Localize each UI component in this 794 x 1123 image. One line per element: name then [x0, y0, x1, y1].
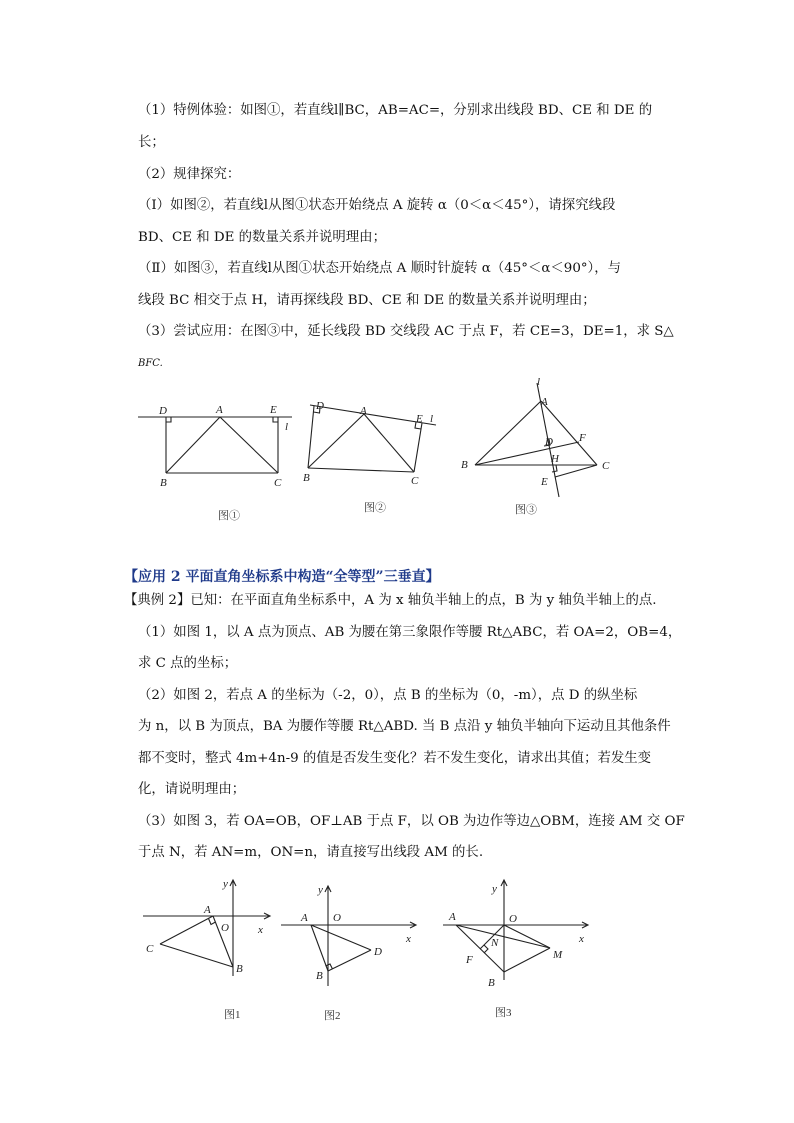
- p2-line-1: 【典例 2】已知：在平面直角坐标系中，A 为 x 轴负半轴上的点，B 为 y 轴负半轴上的点.: [124, 593, 657, 608]
- fig2-label-c: C: [411, 475, 419, 487]
- graph-3: [438, 872, 598, 1022]
- fig1-label-b: B: [160, 477, 167, 489]
- g3-caption: 图3: [495, 1007, 512, 1019]
- g3-label-f: F: [466, 954, 473, 966]
- fig1-label-a: A: [216, 404, 223, 416]
- figure-3: [455, 375, 625, 520]
- g3-label-x: x: [579, 933, 584, 945]
- fig3-label-a: A: [541, 396, 548, 408]
- p1-line-1: （1）特例体验：如图①，若直线l∥BC，AB=AC=，分别求出线段 BD、CE 和 DE 的: [138, 103, 653, 118]
- p2-line-4: （2）如图 2，若点 A 的坐标为（-2，0），点 B 的坐标为（0，-m），点 D 的纵坐标: [138, 688, 638, 703]
- fig2-caption: 图②: [364, 502, 386, 514]
- fig2-label-e: E: [416, 413, 423, 425]
- g1-label-x: x: [258, 924, 263, 936]
- g3-label-o: O: [509, 913, 517, 925]
- g3-label-y: y: [492, 883, 497, 895]
- fig3-label-c: C: [602, 460, 610, 472]
- fig1-caption: 图①: [218, 510, 240, 522]
- fig1-label-c: C: [274, 477, 282, 489]
- p2-line-5: 为 n，以 B 为顶点，BA 为腰作等腰 Rt△ABD. 当 B 点沿 y 轴负半轴向下运动且其他条件: [138, 719, 671, 734]
- p2-line-9: 于点 N，若 AN=m，ON=n，请直接写出线段 AM 的长.: [138, 845, 484, 860]
- graph-1: [138, 872, 283, 1027]
- p2-line-6: 都不变时，整式 4m+4n-9 的值是否发生变化？若不发生变化，请求出其值；若发生变: [138, 751, 652, 766]
- p2-line-8: （3）如图 3，若 OA=OB，OF⊥AB 于点 F，以 OB 为边作等边△OBM，连接 AM 交 OF: [138, 814, 685, 829]
- g2-label-x: x: [406, 933, 411, 945]
- fig3-label-l: l: [537, 376, 541, 388]
- g3-label-n: N: [491, 937, 499, 949]
- g1-label-y: y: [223, 878, 228, 890]
- g2-label-d: D: [374, 946, 382, 958]
- figure-2: [296, 390, 446, 525]
- g2-caption: 图2: [324, 1010, 341, 1022]
- g1-label-b: B: [236, 963, 243, 975]
- p1-line-8: （3）尝试应用：在图③中，延长线段 BD 交线段 AC 于点 F，若 CE=3，DE=1，求 S△: [138, 324, 674, 339]
- g2-label-a: A: [301, 912, 308, 924]
- fig2-label-l: l: [430, 413, 434, 425]
- fig3-label-e: E: [541, 476, 548, 488]
- fig1-label-e: E: [270, 404, 277, 416]
- figure-1: [130, 395, 300, 530]
- fig3-label-d: D: [545, 436, 553, 448]
- g2-label-b: B: [316, 970, 323, 982]
- fig2-label-b: B: [303, 472, 310, 484]
- fig1-label-l: l: [285, 421, 289, 433]
- section-heading: 【应用 2 平面直角坐标系中构造“全等型”三垂直】: [124, 569, 440, 585]
- p1-line-2: 长；: [138, 135, 165, 150]
- g2-label-o: O: [333, 912, 341, 924]
- p1-line-5: BD、CE 和 DE 的数量关系并说明理由；: [138, 230, 386, 245]
- g1-caption: 图1: [224, 1009, 241, 1021]
- fig3-caption: 图③: [515, 504, 537, 516]
- fig2-label-a: A: [360, 405, 367, 417]
- fig2-label-d: D: [316, 400, 324, 412]
- fig1-label-d: D: [159, 405, 167, 417]
- fig3-label-f: F: [579, 432, 586, 444]
- g1-label-c: C: [146, 943, 154, 955]
- fig3-label-h: H: [551, 453, 559, 465]
- p2-line-7: 化，请说明理由；: [138, 782, 246, 797]
- fig3-label-b: B: [461, 459, 468, 471]
- p1-line-3: （2）规律探究：: [138, 167, 241, 182]
- g3-label-m: M: [553, 949, 563, 961]
- p1-line-7: 线段 BC 相交于点 H，请再探线段 BD、CE 和 DE 的数量关系并说明理由；: [138, 293, 596, 308]
- graph-2: [276, 876, 426, 1026]
- p2-line-2: （1）如图 1，以 A 点为顶点、AB 为腰在第三象限作等腰 Rt△ABC，若 OA=2，OB=4，: [138, 625, 682, 640]
- p1-line-6: （Ⅱ）如图③，若直线l从图①状态开始绕点 A 顺时针旋转 α（45°＜α＜90°），与: [138, 261, 622, 276]
- p1-line-9: BFC.: [138, 358, 163, 369]
- g1-label-o: O: [221, 922, 229, 934]
- p1-line-4: （Ⅰ）如图②，若直线l从图①状态开始绕点 A 旋转 α（0＜α＜45°），请探究线段: [138, 198, 616, 213]
- p2-line-3: 求 C 点的坐标；: [138, 656, 238, 671]
- g3-label-a: A: [449, 911, 456, 923]
- g3-label-b: B: [488, 977, 495, 989]
- g2-label-y: y: [318, 884, 323, 896]
- g1-label-a: A: [204, 904, 211, 916]
